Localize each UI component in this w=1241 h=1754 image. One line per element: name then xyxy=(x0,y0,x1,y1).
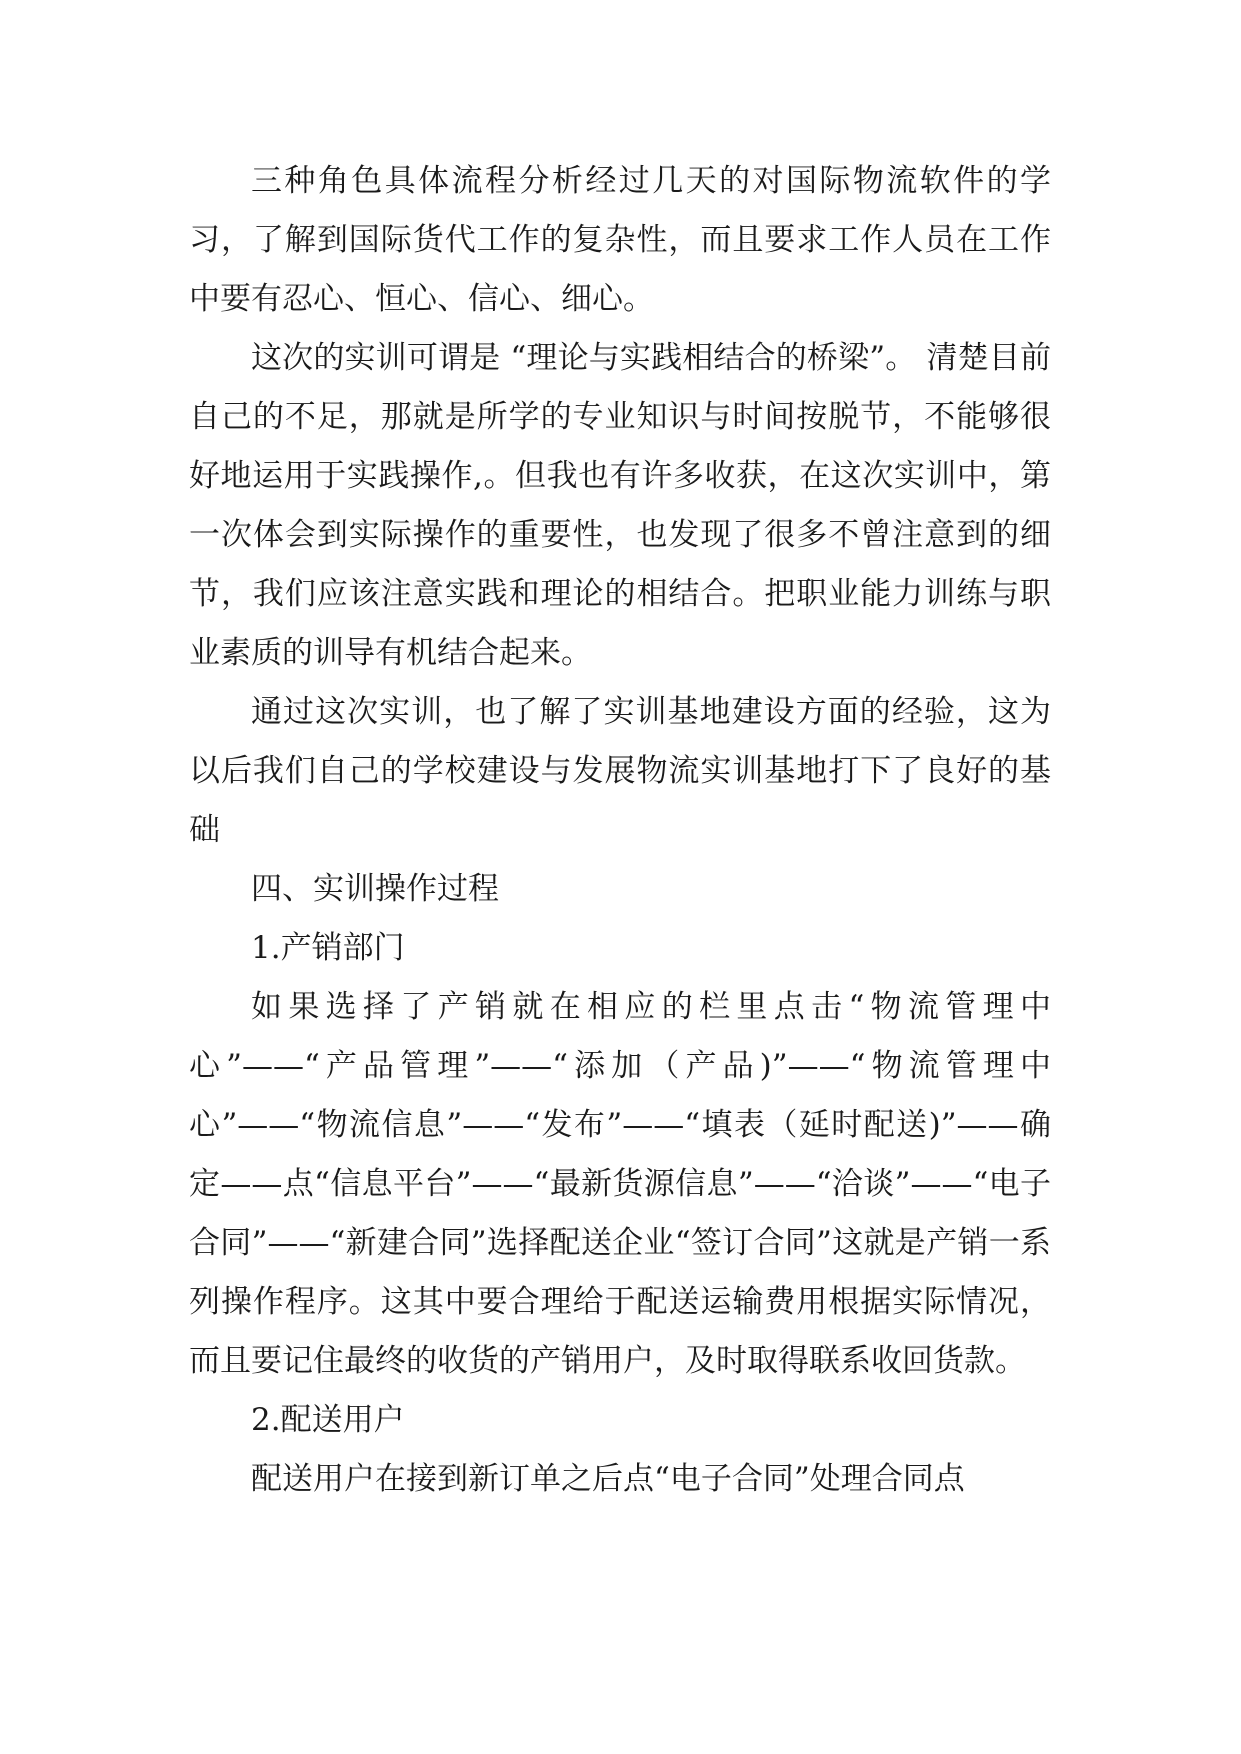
paragraph-delivery-user-steps: 配送用户在接到新订单之后点“电子合同”处理合同点 xyxy=(251,1461,965,1497)
paragraph-training-bridge: 这次的实训可谓是 “理论与实践相结合的桥梁”。 清楚目前自己的不足，那就是所学的专业知识与时间按脱节，不能够很好地运用于实践操作,。但我也有许多收获，在这次实训中，第一次体会到实际操作的重要性，也发现了很多不曾注意到的细节，我们应该注意实践和理论的相结合。把职业能力训练与职业素质的训导有机结合起来。 xyxy=(189,340,1051,671)
paragraph-production-sales-steps: 如果选择了产销就在相应的栏里点击“物流管理中心”——“产品管理”——“添加（产品)”——“物流管理中心”——“物流信息”——“发布”——“填表（延时配送)”——确定——点“信息平台”——“最新货源信息”——“洽谈”——“电子合同”——“新建合同”选择配送企业“签订合同”这就是产销一系列操作程序。这其中要合理给于配送运输费用根据实际情况，而且要记住最终的收货的产销用户，及时取得联系收回货款。 xyxy=(189,989,1051,1379)
subheading-delivery-user: 2.配送用户 xyxy=(251,1402,405,1438)
paragraph-role-process-analysis: 三种角色具体流程分析经过几天的对国际物流软件的学习，了解到国际货代工作的复杂性，而且要求工作人员在工作中要有忍心、恒心、信心、细心。 xyxy=(189,163,1051,317)
subheading-production-sales: 1.产销部门 xyxy=(251,930,405,966)
section-heading-operation-process: 四、实训操作过程 xyxy=(251,871,499,907)
paragraph-training-base: 通过这次实训，也了解了实训基地建设方面的经验，这为以后我们自己的学校建设与发展物流实训基地打下了良好的基础 xyxy=(189,694,1051,848)
document-body xyxy=(189,152,1051,1509)
